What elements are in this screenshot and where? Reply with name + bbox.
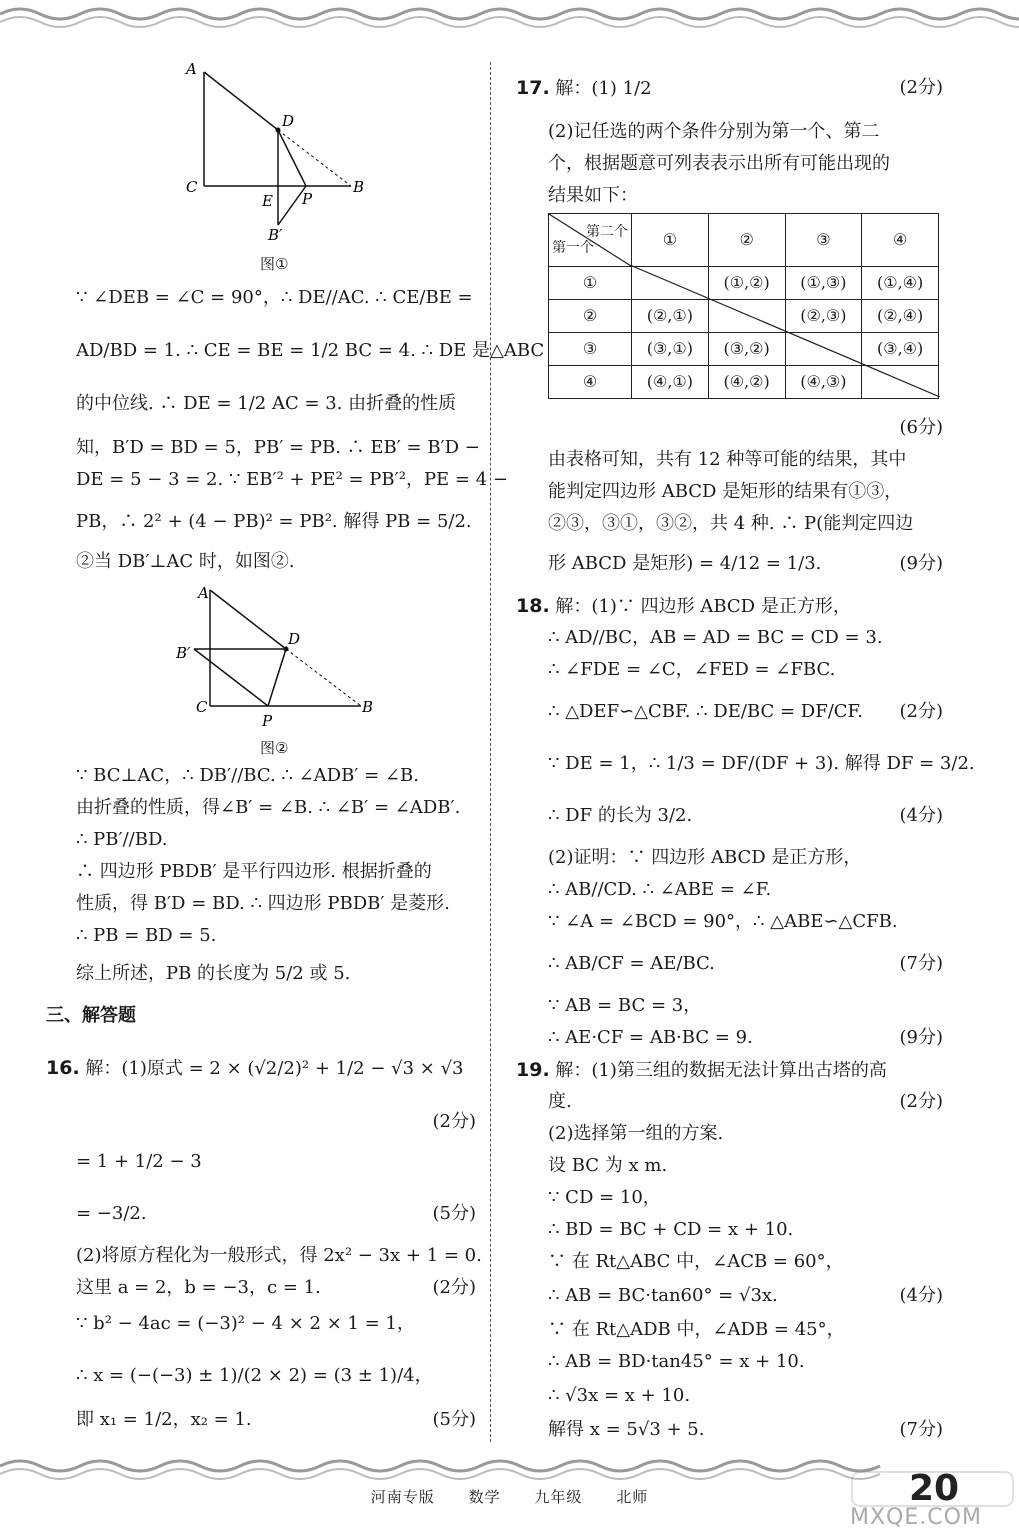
q16-line: (2)将原方程化为一般形式，得 2x² − 3x + 1 = 0. bbox=[76, 1245, 482, 1266]
q18-line: ∴ AB//CD. ∴ ∠ABE = ∠F. bbox=[548, 879, 772, 900]
q17-block bbox=[516, 72, 652, 105]
q19-line: ∵ 在 Rt△ABC 中，∠ACB = 60°， bbox=[548, 1251, 844, 1272]
q18-line: ∴ AB/CF = AE/BC. bbox=[548, 953, 715, 974]
table-cell: (②,④) bbox=[862, 300, 939, 333]
q19-number: 19. bbox=[516, 1059, 550, 1081]
figure-1-diagram bbox=[176, 60, 376, 240]
table-corner-top: 第二个 bbox=[586, 224, 628, 240]
left-text-line: ∵ BC⊥AC，∴ DB′//BC. ∴ ∠ADB′ = ∠B. bbox=[76, 765, 419, 786]
q16-line: = 1 + 1/2 − 3 bbox=[76, 1151, 202, 1172]
table-cell: (③,④) bbox=[862, 333, 939, 366]
q17-line: (2)记任选的两个条件分别为第一个、第二 bbox=[548, 121, 880, 142]
table-row-header: ① bbox=[549, 267, 632, 300]
table-corner-bottom: 第一个 bbox=[552, 240, 594, 256]
table-cell: (①,③) bbox=[785, 267, 862, 300]
q18-line: ∵ AB = BC = 3， bbox=[548, 995, 702, 1016]
q17-line: 能判定四边形 ABCD 是矩形的结果有①③， bbox=[548, 481, 903, 502]
q19-line: 设 BC 为 x m. bbox=[548, 1155, 668, 1176]
q16-line: ∴ x = (−(−3) ± 1)/(2 × 2) = (3 ± 1)/4， bbox=[76, 1365, 433, 1386]
points-label: (5分) bbox=[432, 1203, 476, 1224]
q16-line: ∵ b² − 4ac = (−3)² − 4 × 2 × 1 = 1， bbox=[76, 1313, 415, 1334]
table-header-row bbox=[549, 214, 939, 267]
points-label: (6分) bbox=[899, 417, 943, 438]
q16-number: 16. bbox=[46, 1057, 80, 1079]
table-cell: (③,①) bbox=[632, 333, 709, 366]
table-cell: (④,③) bbox=[785, 366, 862, 399]
footer-edition: 河南专版 bbox=[370, 1488, 435, 1506]
left-text-line: DE = 5 − 3 = 2. ∵ EB′² + PE² = PB′²，PE = 4 − bbox=[76, 469, 508, 490]
q17-line: 形 ABCD 是矩形) = 4/12 = 1/3. bbox=[548, 553, 822, 574]
q19-line: ∴ BD = BC + CD = x + 10. bbox=[548, 1219, 794, 1240]
table-row-header: ④ bbox=[549, 366, 632, 399]
q16-line: 这里 a = 2，b = −3，c = 1. bbox=[76, 1277, 321, 1298]
q17-number: 17. bbox=[516, 77, 550, 99]
q17-line: 结果如下： bbox=[548, 185, 638, 206]
q19-line: ∴ AB = BD·tan45° = x + 10. bbox=[548, 1351, 805, 1372]
fig1-label-b-prime: B′ bbox=[268, 226, 283, 240]
q18-line: ∴ AE·CF = AB·BC = 9. bbox=[548, 1027, 753, 1048]
points-label: (5分) bbox=[432, 1409, 476, 1430]
left-text-line: PB，∴ 2² + (4 − PB)² = PB². 解得 PB = 5/2. bbox=[76, 511, 472, 532]
q16-block bbox=[46, 1052, 464, 1085]
q19-line: (2)选择第一组的方案. bbox=[548, 1123, 724, 1144]
q17-line: 由表格可知，共有 12 种等可能的结果，其中 bbox=[548, 449, 907, 470]
table-col-header: ① bbox=[632, 214, 709, 267]
table-cell: (②,③) bbox=[785, 300, 862, 333]
fig1-label-b: B bbox=[353, 178, 365, 196]
left-text-line: ∵ ∠DEB = ∠C = 90°，∴ DE//AC. ∴ CE/BE = bbox=[76, 287, 473, 308]
points-label: (4分) bbox=[899, 805, 943, 826]
q17-line: ②③，③①，③②，共 4 种. ∴ P(能判定四边 bbox=[548, 513, 914, 534]
left-text-line: 知，B′D = BD = 5，PB′ = PB. ∴ EB′ = B′D − bbox=[76, 437, 480, 458]
left-text-line: ∴ PB′//BD. bbox=[76, 829, 168, 850]
left-text-line: 性质，得 B′D = BD. ∴ 四边形 PBDB′ 是菱形. bbox=[76, 893, 450, 914]
left-text-line: 由折叠的性质，得∠B′ = ∠B. ∴ ∠B′ = ∠ADB′. bbox=[76, 797, 461, 818]
q18-block bbox=[516, 590, 851, 623]
table-diagonal-line bbox=[630, 265, 940, 397]
fig2-label-b: B bbox=[362, 698, 374, 716]
left-text-line: AD/BD = 1. ∴ CE = BE = 1/2 BC = 4. ∴ DE 是△ABC bbox=[76, 340, 545, 361]
q18-line: ∴ DF 的长为 3/2. bbox=[548, 805, 693, 826]
q19-line: ∵ 在 Rt△ADB 中，∠ADB = 45°， bbox=[548, 1319, 845, 1340]
table-col-header: ② bbox=[708, 214, 785, 267]
q19-line: ∴ AB = BC·tan60° = √3x. bbox=[548, 1285, 778, 1306]
table-cell: (①,②) bbox=[708, 267, 785, 300]
fig2-label-a: A bbox=[198, 584, 209, 602]
points-label: (2分) bbox=[432, 1111, 476, 1132]
fig1-label-d: D bbox=[282, 112, 295, 130]
watermark-text: MXQE.COM bbox=[850, 1505, 982, 1530]
points-label: (2分) bbox=[899, 1091, 943, 1112]
q18-line: ∵ DE = 1，∴ 1/3 = DF/(DF + 3). 解得 DF = 3/2. bbox=[548, 753, 975, 774]
fig1-label-p: P bbox=[302, 190, 313, 208]
figure-2-diagram bbox=[176, 580, 376, 730]
table-col-header: ④ bbox=[862, 214, 939, 267]
q17-line: 解：(1) 1/2 bbox=[555, 78, 652, 99]
points-label: (2分) bbox=[899, 77, 943, 98]
points-label: (2分) bbox=[432, 1277, 476, 1298]
figure-1-caption: 图① bbox=[260, 255, 289, 273]
fig2-label-d: D bbox=[288, 630, 301, 648]
fig1-label-c: C bbox=[186, 178, 198, 196]
table-cell: (③,②) bbox=[708, 333, 785, 366]
points-label: (7分) bbox=[899, 953, 943, 974]
q18-line: ∴ △DEF∽△CBF. ∴ DE/BC = DF/CF. bbox=[548, 701, 863, 722]
q19-line: 度. bbox=[548, 1091, 572, 1112]
table-row-header: ③ bbox=[549, 333, 632, 366]
left-text-line: 综上所述，PB 的长度为 5/2 或 5. bbox=[76, 963, 351, 984]
points-label: (2分) bbox=[899, 701, 943, 722]
figure-2-caption: 图② bbox=[260, 739, 289, 757]
table-cell: (②,①) bbox=[632, 300, 709, 333]
left-text-line: ∴ PB = BD = 5. bbox=[76, 925, 217, 946]
fig1-label-e: E bbox=[262, 192, 273, 210]
points-label: (9分) bbox=[899, 553, 943, 574]
page-number: 20 bbox=[909, 1468, 960, 1509]
points-label: (4分) bbox=[899, 1285, 943, 1306]
footer-subject: 数学 bbox=[468, 1488, 501, 1506]
table-corner-cell bbox=[549, 214, 632, 267]
left-text-line: ∴ 四边形 PBDB′ 是平行四边形. 根据折叠的 bbox=[76, 861, 432, 882]
q17-line: 个，根据题意可列表表示出所有可能出现的 bbox=[548, 153, 890, 174]
left-text-line: ②当 DB′⊥AC 时，如图②. bbox=[76, 551, 295, 572]
q19-line: 解：(1)第三组的数据无法计算出古塔的高 bbox=[555, 1060, 887, 1081]
q19-block bbox=[516, 1054, 887, 1087]
fig2-label-b-prime: B′ bbox=[176, 644, 191, 662]
footer-publisher: 北师 bbox=[616, 1488, 649, 1506]
points-label: (9分) bbox=[899, 1027, 943, 1048]
table-col-header: ③ bbox=[785, 214, 862, 267]
section-title: 三、解答题 bbox=[46, 1005, 136, 1026]
q18-number: 18. bbox=[516, 595, 550, 617]
q18-line: ∴ ∠FDE = ∠C，∠FED = ∠FBC. bbox=[548, 659, 836, 680]
q19-line: ∵ CD = 10， bbox=[548, 1187, 661, 1208]
fig2-label-c: C bbox=[196, 698, 208, 716]
fig1-label-a: A bbox=[186, 60, 197, 78]
points-label: (7分) bbox=[899, 1419, 943, 1440]
q16-line: 解：(1)原式 = 2 × (√2/2)² + 1/2 − √3 × √3 bbox=[85, 1058, 464, 1079]
q19-line: ∴ √3x = x + 10. bbox=[548, 1385, 691, 1406]
q18-line: ∴ AD//BC，AB = AD = BC = CD = 3. bbox=[548, 627, 883, 648]
fig2-label-p: P bbox=[262, 712, 273, 730]
left-text-line: 的中位线. ∴ DE = 1/2 AC = 3. 由折叠的性质 bbox=[76, 393, 457, 414]
q19-line: 解得 x = 5√3 + 5. bbox=[548, 1419, 705, 1440]
q16-line: 即 x₁ = 1/2，x₂ = 1. bbox=[76, 1409, 252, 1430]
table-cell: (④,②) bbox=[708, 366, 785, 399]
column-divider bbox=[490, 62, 491, 1442]
top-decorative-border bbox=[0, 0, 1019, 40]
table-cell: (④,①) bbox=[632, 366, 709, 399]
q18-line: (2)证明：∵ 四边形 ABCD 是正方形， bbox=[548, 847, 862, 868]
q18-line: ∵ ∠A = ∠BCD = 90°，∴ △ABE∽△CFB. bbox=[548, 911, 898, 932]
footer-grade: 九年级 bbox=[534, 1488, 583, 1506]
q18-line: 解：(1)∵ 四边形 ABCD 是正方形， bbox=[555, 596, 851, 617]
table-row-header: ② bbox=[549, 300, 632, 333]
q16-line: = −3/2. bbox=[76, 1203, 147, 1224]
table-cell: (①,④) bbox=[862, 267, 939, 300]
